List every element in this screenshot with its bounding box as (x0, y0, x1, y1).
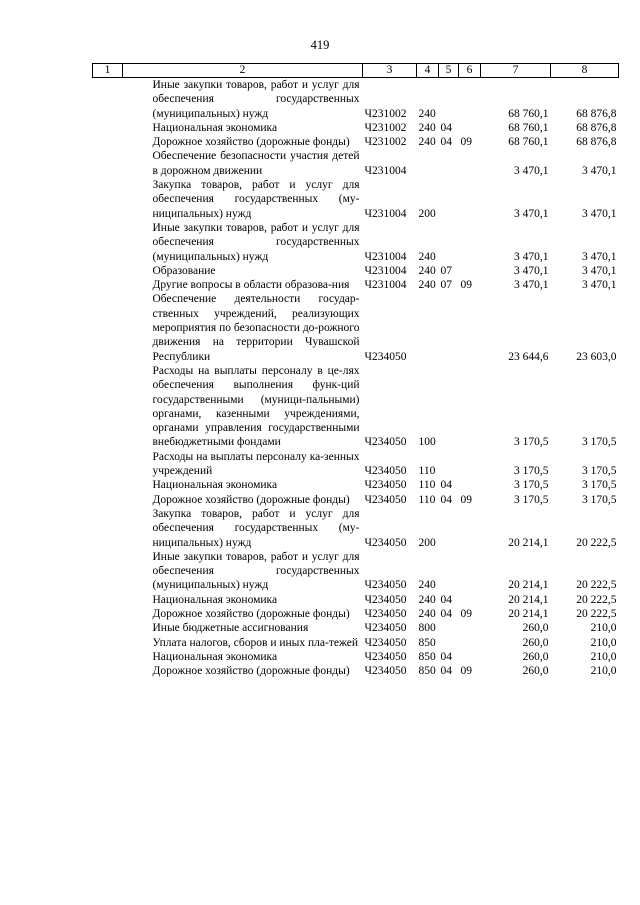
header-row (93, 64, 619, 78)
row-section: 04 (440, 593, 452, 606)
row-amount-year-2: 3 170,5 (582, 479, 617, 492)
table-row (93, 278, 619, 292)
row-name: Другие вопросы в области образова-ния (152, 279, 350, 292)
row-subsection (459, 292, 481, 363)
row-name: Расходы на выплаты персоналу ка-зенных учреждений (152, 450, 360, 478)
row-target-article: Ч234050 (364, 665, 407, 678)
row-subsection (459, 507, 481, 550)
row-amount-year-1: 3 470,1 (514, 207, 549, 220)
row-amount-year-2: 20 222,5 (576, 579, 617, 592)
row-subsection (459, 450, 481, 479)
table-row (93, 478, 619, 492)
row-subsection: 09 (460, 493, 472, 506)
table-row (93, 621, 619, 635)
row-number-cell (93, 636, 123, 650)
row-amount-year-2: 3 170,5 (582, 436, 617, 449)
row-subsection (459, 550, 481, 593)
row-amount-year-2: 23 603,0 (576, 350, 617, 363)
row-amount-year-2: 20 222,5 (576, 607, 617, 620)
row-amount-year-1: 3 170,5 (514, 436, 549, 449)
row-section (439, 450, 459, 479)
row-name: Дорожное хозяйство (дорожные фонды) (152, 607, 350, 620)
row-section (439, 221, 459, 264)
row-expense-type: 240 (418, 250, 436, 263)
row-name: Национальная экономика (152, 121, 278, 134)
row-amount-year-1: 3 170,5 (514, 493, 549, 506)
row-expense-type: 200 (418, 536, 436, 549)
table-row (93, 78, 619, 121)
row-name: Иные бюджетные ассигнования (152, 622, 309, 635)
row-target-article: Ч234050 (364, 493, 407, 506)
row-subsection (459, 593, 481, 607)
row-section (439, 292, 459, 363)
row-expense-type (417, 149, 439, 178)
table-row (93, 178, 619, 221)
row-target-article: Ч234050 (364, 607, 407, 620)
row-expense-type: 850 (418, 650, 436, 663)
row-target-article: Ч234050 (364, 579, 407, 592)
row-name: Закупка товаров, работ и услуг для обеспечения государственных (му-ниципальных) нужд (152, 179, 360, 220)
row-amount-year-2: 3 470,1 (582, 279, 617, 292)
row-target-article: Ч231004 (364, 279, 407, 292)
row-expense-type: 240 (418, 279, 436, 292)
row-number-cell (93, 78, 123, 121)
row-target-article: Ч234050 (364, 650, 407, 663)
row-section: 04 (440, 607, 452, 620)
row-section (439, 621, 459, 635)
row-section (439, 78, 459, 121)
row-target-article: Ч234050 (364, 636, 407, 649)
row-amount-year-2: 20 222,5 (576, 536, 617, 549)
row-number-cell (93, 621, 123, 635)
row-section: 04 (440, 136, 452, 149)
row-expense-type: 200 (418, 207, 436, 220)
row-amount-year-2: 210,0 (590, 622, 617, 635)
row-target-article: Ч234050 (364, 593, 407, 606)
table-row (93, 292, 619, 363)
row-amount-year-1: 20 214,1 (508, 607, 549, 620)
row-amount-year-1: 3 170,5 (514, 465, 549, 478)
row-subsection (459, 636, 481, 650)
row-expense-type (417, 292, 439, 363)
row-number-cell (93, 292, 123, 363)
row-number-cell (93, 593, 123, 607)
row-subsection (459, 121, 481, 135)
row-amount-year-1: 260,0 (522, 636, 549, 649)
row-subsection (459, 149, 481, 178)
row-target-article: Ч234050 (364, 479, 407, 492)
row-expense-type: 240 (418, 121, 436, 134)
row-section: 04 (440, 121, 452, 134)
row-name: Обеспечение безопасности участия детей в дорожном движении (152, 150, 360, 177)
row-amount-year-1: 68 760,1 (508, 136, 549, 149)
row-subsection (459, 621, 481, 635)
row-amount-year-1: 20 214,1 (508, 536, 549, 549)
row-amount-year-2: 210,0 (590, 636, 617, 649)
row-amount-year-1: 20 214,1 (508, 579, 549, 592)
row-section: 04 (440, 650, 452, 663)
row-name: Национальная экономика (152, 593, 278, 606)
row-section: 07 (440, 264, 452, 277)
row-number-cell (93, 221, 123, 264)
page-number: 419 (310, 38, 330, 52)
table-row (93, 121, 619, 135)
row-amount-year-1: 3 470,1 (514, 250, 549, 263)
row-target-article: Ч231004 (364, 207, 407, 220)
row-subsection: 09 (460, 279, 472, 292)
row-name: Дорожное хозяйство (дорожные фонды) (152, 493, 350, 506)
row-subsection (459, 364, 481, 450)
row-name: Закупка товаров, работ и услуг для обеспечения государственных (му-ниципальных) нужд (152, 507, 360, 549)
row-expense-type: 240 (418, 607, 436, 620)
table-row (93, 450, 619, 479)
row-number-cell (93, 121, 123, 135)
row-amount-year-1: 260,0 (522, 622, 549, 635)
header-col-2: 2 (123, 64, 363, 78)
row-subsection (459, 178, 481, 221)
row-section (439, 149, 459, 178)
row-amount-year-2: 3 170,5 (582, 493, 617, 506)
row-number-cell (93, 478, 123, 492)
row-number-cell (93, 450, 123, 479)
table-row (93, 135, 619, 149)
row-number-cell (93, 149, 123, 178)
row-number-cell (93, 550, 123, 593)
row-subsection: 09 (460, 136, 472, 149)
row-name: Иные закупки товаров, работ и услуг для обеспечения государственных (муниципальных) нужд (152, 221, 360, 263)
row-target-article: Ч234050 (364, 436, 407, 449)
header-col-4: 4 (417, 64, 439, 78)
table-row (93, 221, 619, 264)
row-section (439, 364, 459, 450)
row-name: Уплата налогов, сборов и иных пла-тежей (152, 636, 359, 649)
row-expense-type: 240 (418, 136, 436, 149)
row-target-article: Ч231004 (364, 264, 407, 277)
row-amount-year-2: 3 470,1 (582, 264, 617, 277)
row-subsection (459, 78, 481, 121)
row-amount-year-1: 3 470,1 (514, 164, 549, 177)
row-amount-year-1: 3 170,5 (514, 479, 549, 492)
row-expense-type: 240 (418, 264, 436, 277)
row-expense-type: 850 (418, 665, 436, 678)
table-row (93, 636, 619, 650)
row-amount-year-2: 20 222,5 (576, 593, 617, 606)
row-section: 04 (440, 479, 452, 492)
row-name: Национальная экономика (152, 479, 278, 492)
row-expense-type: 110 (418, 493, 436, 506)
table-row (93, 593, 619, 607)
row-amount-year-1: 68 760,1 (508, 107, 549, 120)
row-amount-year-1: 23 644,6 (508, 350, 549, 363)
row-expense-type: 850 (418, 636, 436, 649)
row-expense-type: 100 (418, 436, 436, 449)
row-name: Иные закупки товаров, работ и услуг для обеспечения государственных (муниципальных) нужд (152, 550, 360, 592)
row-subsection: 09 (460, 665, 472, 678)
table-body (93, 78, 619, 679)
row-target-article: Ч231004 (364, 164, 407, 177)
row-amount-year-2: 3 470,1 (582, 250, 617, 263)
row-number-cell (93, 507, 123, 550)
row-target-article: Ч234050 (364, 536, 407, 549)
row-amount-year-2: 68 876,8 (576, 107, 617, 120)
table-row (93, 607, 619, 621)
row-amount-year-2: 68 876,8 (576, 136, 617, 149)
row-target-article: Ч231002 (364, 121, 407, 134)
row-target-article: Ч231002 (364, 136, 407, 149)
table-row (93, 264, 619, 278)
row-name: Образование (152, 264, 216, 277)
table-row (93, 664, 619, 678)
row-amount-year-1: 20 214,1 (508, 593, 549, 606)
row-expense-type: 110 (418, 465, 436, 478)
row-name: Дорожное хозяйство (дорожные фонды) (152, 136, 350, 149)
row-number-cell (93, 135, 123, 149)
row-number-cell (93, 178, 123, 221)
header-col-5: 5 (439, 64, 459, 78)
row-name: Обеспечение деятельности государ-ственных учреждений, реализующих мероприятия по безопасности до-рожного движения на территории Чувашской Республики (152, 293, 360, 363)
row-section (439, 636, 459, 650)
row-expense-type: 240 (418, 579, 436, 592)
row-section: 04 (440, 493, 452, 506)
table-row (93, 550, 619, 593)
row-subsection (459, 650, 481, 664)
row-target-article: Ч231002 (364, 107, 407, 120)
row-amount-year-1: 260,0 (522, 650, 549, 663)
row-amount-year-2: 3 470,1 (582, 164, 617, 177)
row-name: Дорожное хозяйство (дорожные фонды) (152, 665, 350, 678)
table-header (93, 64, 619, 78)
header-col-3: 3 (363, 64, 417, 78)
row-section (439, 507, 459, 550)
table-row (93, 364, 619, 450)
row-amount-year-2: 210,0 (590, 665, 617, 678)
row-name: Национальная экономика (152, 650, 278, 663)
row-target-article: Ч234050 (364, 622, 407, 635)
row-amount-year-2: 210,0 (590, 650, 617, 663)
table-row (93, 493, 619, 507)
row-amount-year-1: 3 470,1 (514, 264, 549, 277)
row-expense-type: 800 (418, 622, 436, 635)
row-expense-type: 240 (418, 107, 436, 120)
budget-table (92, 63, 619, 678)
row-amount-year-1: 3 470,1 (514, 279, 549, 292)
row-number-cell (93, 278, 123, 292)
row-target-article: Ч231004 (364, 250, 407, 263)
row-number-cell (93, 264, 123, 278)
row-name: Расходы на выплаты персоналу в це-лях обеспечения выполнения функ-ций государственными (муници-пальными) органами, казенными учреждениями, органами управления государственными внебюджетными фондами (152, 364, 360, 449)
row-section (439, 178, 459, 221)
row-subsection: 09 (460, 607, 472, 620)
row-section (439, 550, 459, 593)
row-number-cell (93, 364, 123, 450)
row-amount-year-1: 68 760,1 (508, 121, 549, 134)
header-col-6: 6 (459, 64, 481, 78)
row-number-cell (93, 664, 123, 678)
row-expense-type: 110 (418, 479, 436, 492)
row-amount-year-2: 3 170,5 (582, 465, 617, 478)
table-row (93, 650, 619, 664)
row-amount-year-2: 68 876,8 (576, 121, 617, 134)
row-subsection (459, 221, 481, 264)
row-number-cell (93, 607, 123, 621)
row-number-cell (93, 650, 123, 664)
row-target-article: Ч234050 (364, 465, 407, 478)
row-section: 04 (440, 665, 452, 678)
row-amount-year-1: 260,0 (522, 665, 549, 678)
row-name: Иные закупки товаров, работ и услуг для обеспечения государственных (муниципальных) нужд (152, 79, 360, 120)
row-target-article: Ч234050 (364, 350, 407, 363)
row-amount-year-2: 3 470,1 (582, 207, 617, 220)
row-expense-type: 240 (418, 593, 436, 606)
header-col-8: 8 (551, 64, 619, 78)
table-row (93, 149, 619, 178)
row-subsection (459, 264, 481, 278)
row-subsection (459, 478, 481, 492)
header-col-7: 7 (481, 64, 551, 78)
header-col-1: 1 (93, 64, 123, 78)
table-row (93, 507, 619, 550)
row-number-cell (93, 493, 123, 507)
row-section: 07 (440, 279, 452, 292)
